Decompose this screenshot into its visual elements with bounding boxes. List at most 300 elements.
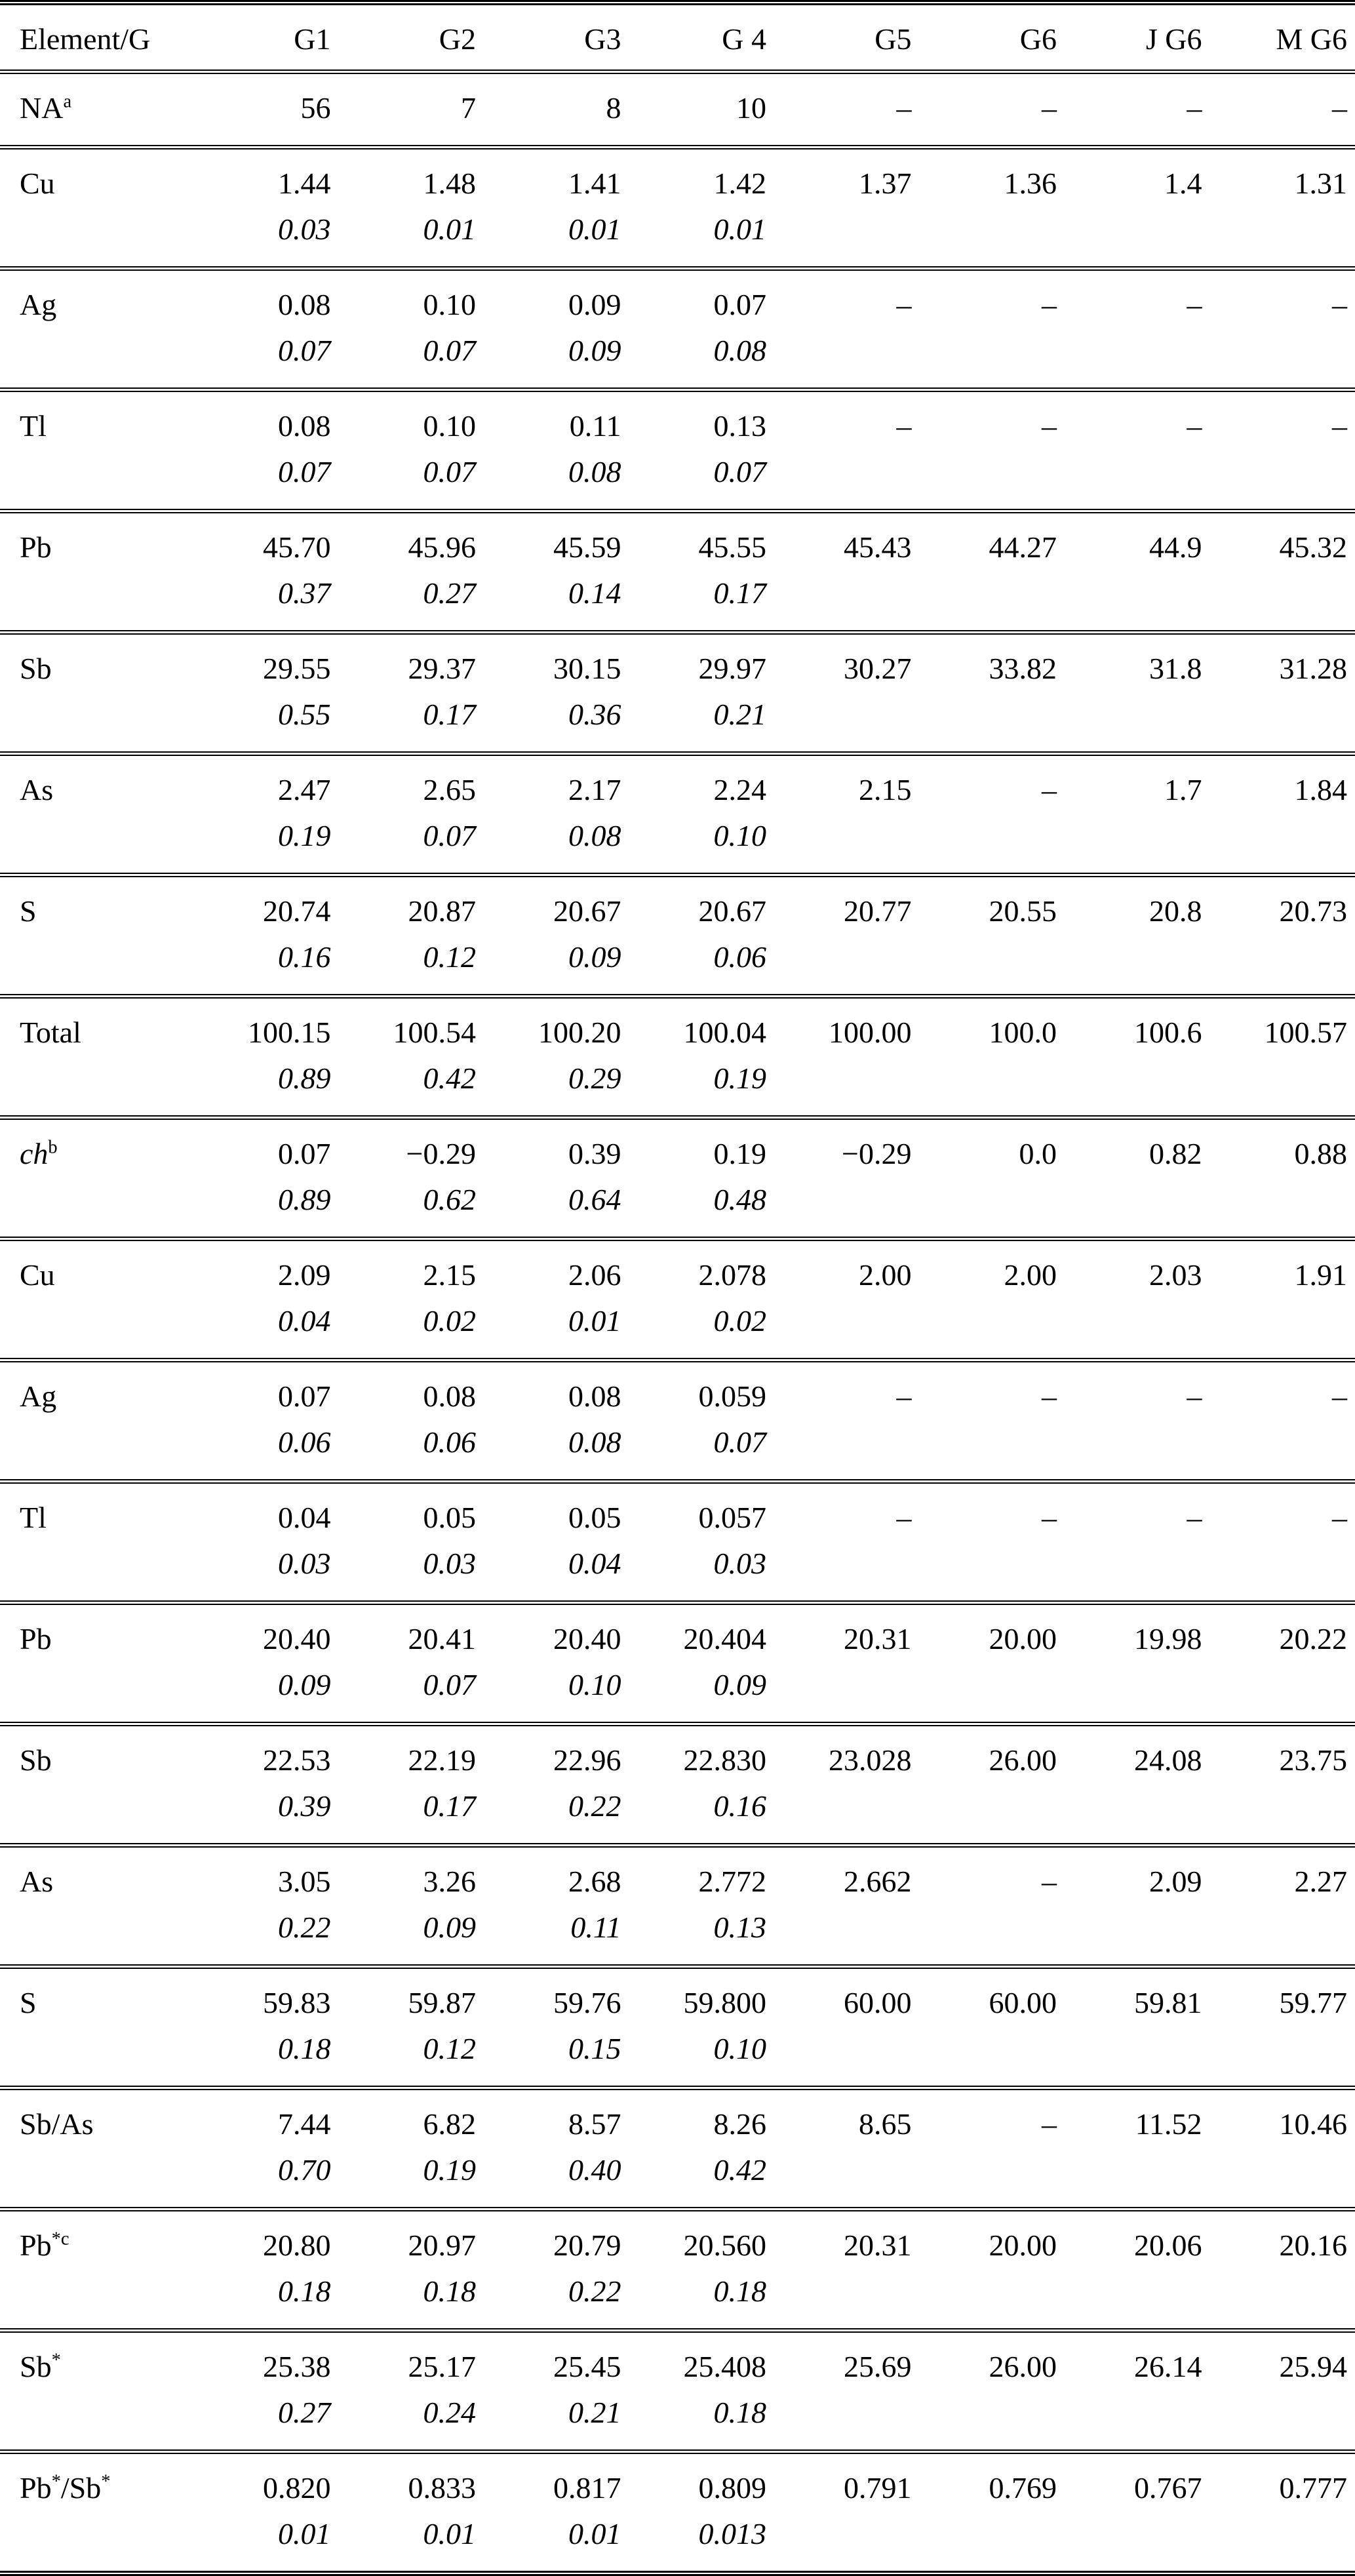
row-label xyxy=(0,2452,193,2574)
row-label xyxy=(0,1603,193,1724)
cell-value: 0.05 xyxy=(484,1501,621,1535)
table-cell xyxy=(193,148,339,269)
table-cell xyxy=(629,1118,775,1239)
cell-value: – xyxy=(920,773,1057,807)
table-row xyxy=(0,1603,1355,1724)
table-cell xyxy=(1210,1360,1355,1482)
cell-std-deviation: 0.07 xyxy=(629,1425,767,1459)
cell-std-deviation: 0.19 xyxy=(339,2153,477,2187)
cell-value: 20.8 xyxy=(1065,894,1202,928)
cell-value: 1.48 xyxy=(339,167,477,201)
cell-value: 10 xyxy=(629,91,767,125)
cell-std-deviation: 0.09 xyxy=(484,940,621,974)
table-cell xyxy=(339,2088,484,2209)
table-cell xyxy=(774,1724,920,1846)
table-cell xyxy=(920,2088,1065,2209)
cell-value: 1.41 xyxy=(484,167,621,201)
cell-value: 25.94 xyxy=(1210,2350,1348,2384)
cell-value: – xyxy=(920,1865,1057,1899)
cell-value: 0.057 xyxy=(629,1501,767,1535)
cell-value: – xyxy=(1210,91,1348,125)
table-cell xyxy=(1065,997,1210,1118)
cell-value: 19.98 xyxy=(1065,1622,1202,1656)
cell-value: 1.42 xyxy=(629,167,767,201)
cell-std-deviation: 0.09 xyxy=(193,1668,331,1702)
table-cell xyxy=(193,1846,339,1967)
cell-value: −0.29 xyxy=(339,1137,477,1171)
cell-std-deviation: 0.55 xyxy=(193,698,331,732)
table-cell xyxy=(1210,1482,1355,1603)
cell-value: 59.81 xyxy=(1065,1986,1202,2020)
row-label xyxy=(0,2088,193,2209)
cell-value: – xyxy=(774,1379,912,1414)
table-cell xyxy=(774,1846,920,1967)
table-row xyxy=(0,1118,1355,1239)
row-label-text: /Sb xyxy=(61,2471,101,2505)
cell-std-deviation: 0.29 xyxy=(484,1061,621,1096)
cell-std-deviation: 0.07 xyxy=(193,455,331,489)
table-cell xyxy=(774,1360,920,1482)
table-cell xyxy=(629,2209,775,2331)
table-cell xyxy=(774,511,920,633)
row-label-text: Sb xyxy=(20,1743,52,1777)
row-label xyxy=(0,1239,193,1360)
cell-value: 2.68 xyxy=(484,1865,621,1899)
table-cell xyxy=(339,633,484,754)
cell-std-deviation: 0.07 xyxy=(339,1668,477,1702)
cell-value: 0.05 xyxy=(339,1501,477,1535)
cell-value: – xyxy=(1210,288,1348,322)
cell-std-deviation: 0.08 xyxy=(629,334,767,368)
cell-value: 0.820 xyxy=(193,2471,331,2505)
row-label xyxy=(0,390,193,511)
cell-value: 0.08 xyxy=(193,409,331,443)
table-cell xyxy=(484,633,629,754)
table-cell xyxy=(193,1724,339,1846)
cell-value: 22.830 xyxy=(629,1743,767,1777)
row-label-text: Ag xyxy=(20,1379,56,1413)
column-header-element-g: Element/G xyxy=(0,3,193,72)
table-cell xyxy=(920,633,1065,754)
cell-std-deviation: 0.08 xyxy=(484,1425,621,1459)
cell-value: – xyxy=(1065,91,1202,125)
row-label-text: S xyxy=(20,1986,37,2019)
table-cell xyxy=(193,633,339,754)
row-label xyxy=(0,1846,193,1967)
cell-std-deviation: 0.18 xyxy=(193,2032,331,2066)
table-cell xyxy=(629,72,775,148)
row-label xyxy=(0,1724,193,1846)
cell-std-deviation: 0.09 xyxy=(484,334,621,368)
cell-value: 2.47 xyxy=(193,773,331,807)
cell-std-deviation: 0.06 xyxy=(629,940,767,974)
cell-std-deviation: 0.21 xyxy=(484,2396,621,2430)
cell-value: 0.39 xyxy=(484,1137,621,1171)
table-cell xyxy=(774,1482,920,1603)
cell-std-deviation: 0.89 xyxy=(193,1183,331,1217)
table-cell xyxy=(920,2331,1065,2452)
cell-std-deviation: 0.17 xyxy=(339,698,477,732)
cell-value: – xyxy=(920,1379,1057,1414)
row-label-text: Pb xyxy=(20,2229,52,2262)
table-cell xyxy=(484,1239,629,1360)
cell-value: 0.767 xyxy=(1065,2471,1202,2505)
table-header xyxy=(0,3,1355,72)
cell-std-deviation: 0.07 xyxy=(629,455,767,489)
cell-std-deviation: 0.02 xyxy=(339,1304,477,1338)
table-cell xyxy=(774,1603,920,1724)
cell-std-deviation: 0.10 xyxy=(484,1668,621,1702)
table-cell xyxy=(1065,1360,1210,1482)
cell-std-deviation: 0.22 xyxy=(484,2274,621,2308)
table-cell xyxy=(339,997,484,1118)
cell-value: 20.74 xyxy=(193,894,331,928)
row-label xyxy=(0,1360,193,1482)
cell-value: 23.028 xyxy=(774,1743,912,1777)
cell-std-deviation: 0.11 xyxy=(484,1911,621,1945)
cell-std-deviation: 0.22 xyxy=(193,1911,331,1945)
row-label-superscript: * xyxy=(101,2472,110,2492)
table-cell xyxy=(629,269,775,390)
table-cell xyxy=(920,1967,1065,2088)
cell-value: 100.57 xyxy=(1210,1016,1348,1050)
cell-value: 1.84 xyxy=(1210,773,1348,807)
table-row xyxy=(0,2452,1355,2574)
cell-value: – xyxy=(1210,1501,1348,1535)
row-label-text: NA xyxy=(20,91,63,125)
cell-value: 20.31 xyxy=(774,2229,912,2263)
table-cell xyxy=(1210,2088,1355,2209)
cell-value: 2.27 xyxy=(1210,1865,1348,1899)
cell-value: 45.59 xyxy=(484,530,621,565)
table-cell xyxy=(1210,269,1355,390)
table-cell xyxy=(920,754,1065,875)
cell-value: 1.91 xyxy=(1210,1258,1348,1292)
table-cell xyxy=(1210,2452,1355,2574)
table-cell xyxy=(920,511,1065,633)
table-cell xyxy=(339,1482,484,1603)
table-cell xyxy=(1210,2209,1355,2331)
cell-value: 20.80 xyxy=(193,2229,331,2263)
cell-value: 20.55 xyxy=(920,894,1057,928)
table-cell xyxy=(1065,2088,1210,2209)
cell-value: 0.07 xyxy=(193,1137,331,1171)
table-cell xyxy=(193,1967,339,2088)
row-label-text: Pb xyxy=(20,530,52,564)
cell-value: 8.65 xyxy=(774,2107,912,2141)
cell-value: 20.41 xyxy=(339,1622,477,1656)
cell-value: 20.67 xyxy=(484,894,621,928)
cell-value: 20.404 xyxy=(629,1622,767,1656)
cell-value: 2.06 xyxy=(484,1258,621,1292)
cell-value: 20.73 xyxy=(1210,894,1348,928)
cell-std-deviation: 0.37 xyxy=(193,576,331,610)
row-label-text: Cu xyxy=(20,167,55,200)
row-label xyxy=(0,72,193,148)
column-header-jg6: J G6 xyxy=(1065,3,1210,72)
table-cell xyxy=(1065,1239,1210,1360)
cell-value: 45.55 xyxy=(629,530,767,565)
cell-value: – xyxy=(1065,1379,1202,1414)
table-cell xyxy=(339,269,484,390)
table-cell xyxy=(484,1118,629,1239)
cell-value: 8 xyxy=(484,91,621,125)
table-cell xyxy=(920,1360,1065,1482)
table-cell xyxy=(629,1846,775,1967)
table-row xyxy=(0,1360,1355,1482)
table-cell xyxy=(484,754,629,875)
table-row xyxy=(0,2331,1355,2452)
table-cell xyxy=(1210,875,1355,997)
table-cell xyxy=(484,1482,629,1603)
table-cell xyxy=(193,2452,339,2574)
cell-value: 100.20 xyxy=(484,1016,621,1050)
header-row xyxy=(0,3,1355,72)
table-cell xyxy=(339,2209,484,2331)
cell-std-deviation: 0.36 xyxy=(484,698,621,732)
row-label xyxy=(0,754,193,875)
cell-value: 0.13 xyxy=(629,409,767,443)
cell-std-deviation: 0.02 xyxy=(629,1304,767,1338)
cell-value: 26.00 xyxy=(920,1743,1057,1777)
table-cell xyxy=(629,148,775,269)
table-body xyxy=(0,72,1355,2574)
cell-value: 56 xyxy=(193,91,331,125)
cell-value: 26.00 xyxy=(920,2350,1057,2384)
cell-value: 2.15 xyxy=(774,773,912,807)
table-cell xyxy=(193,269,339,390)
table-cell xyxy=(484,2209,629,2331)
cell-value: 20.97 xyxy=(339,2229,477,2263)
table-cell xyxy=(920,875,1065,997)
cell-std-deviation: 0.01 xyxy=(629,212,767,247)
table-cell xyxy=(484,72,629,148)
cell-std-deviation: 0.62 xyxy=(339,1183,477,1217)
table-cell xyxy=(774,2452,920,2574)
column-header-g4: G 4 xyxy=(629,3,775,72)
table-cell xyxy=(1210,997,1355,1118)
table-cell xyxy=(484,1360,629,1482)
table-cell xyxy=(339,1360,484,1482)
cell-value: 10.46 xyxy=(1210,2107,1348,2141)
table-cell xyxy=(774,2088,920,2209)
cell-value: 0.777 xyxy=(1210,2471,1348,2505)
row-label-superscript: * xyxy=(52,2472,61,2492)
cell-value: 2.00 xyxy=(774,1258,912,1292)
table-cell xyxy=(920,1603,1065,1724)
table-cell xyxy=(193,1239,339,1360)
table-row xyxy=(0,148,1355,269)
cell-value: 0.0 xyxy=(920,1137,1057,1171)
column-header-g1: G1 xyxy=(193,3,339,72)
cell-value: 2.00 xyxy=(920,1258,1057,1292)
cell-value: 20.87 xyxy=(339,894,477,928)
cell-value: – xyxy=(1210,409,1348,443)
table-cell xyxy=(193,875,339,997)
row-label-text: Sb xyxy=(20,2350,52,2383)
cell-std-deviation: 0.42 xyxy=(629,2153,767,2187)
table-cell xyxy=(920,148,1065,269)
table-cell xyxy=(1210,1239,1355,1360)
cell-std-deviation: 0.16 xyxy=(193,940,331,974)
table-cell xyxy=(193,2209,339,2331)
cell-value: 2.17 xyxy=(484,773,621,807)
cell-value: 2.03 xyxy=(1065,1258,1202,1292)
cell-std-deviation: 0.10 xyxy=(629,2032,767,2066)
cell-value: 0.08 xyxy=(339,1379,477,1414)
cell-value: 100.00 xyxy=(774,1016,912,1050)
cell-value: 60.00 xyxy=(920,1986,1057,2020)
table-row xyxy=(0,633,1355,754)
cell-std-deviation: 0.03 xyxy=(629,1547,767,1581)
row-label xyxy=(0,633,193,754)
table-row xyxy=(0,1846,1355,1967)
cell-value: 0.769 xyxy=(920,2471,1057,2505)
cell-std-deviation: 0.13 xyxy=(629,1911,767,1945)
cell-std-deviation: 0.07 xyxy=(339,334,477,368)
cell-value: 20.00 xyxy=(920,1622,1057,1656)
cell-std-deviation: 0.64 xyxy=(484,1183,621,1217)
table-cell xyxy=(920,72,1065,148)
row-label-text: Ag xyxy=(20,288,56,321)
cell-value: 0.07 xyxy=(193,1379,331,1414)
cell-value: 31.28 xyxy=(1210,652,1348,686)
cell-std-deviation: 0.09 xyxy=(339,1911,477,1945)
table-cell xyxy=(193,390,339,511)
table-cell xyxy=(484,269,629,390)
table-cell xyxy=(1065,148,1210,269)
table-cell xyxy=(920,2452,1065,2574)
table-cell xyxy=(1210,511,1355,633)
cell-value: – xyxy=(774,288,912,322)
cell-std-deviation: 0.16 xyxy=(629,1789,767,1823)
table-row xyxy=(0,390,1355,511)
cell-value: 1.36 xyxy=(920,167,1057,201)
table-cell xyxy=(193,1360,339,1482)
cell-value: – xyxy=(920,409,1057,443)
cell-value: 3.26 xyxy=(339,1865,477,1899)
table-cell xyxy=(920,390,1065,511)
table-cell xyxy=(193,2331,339,2452)
cell-value: 45.96 xyxy=(339,530,477,565)
table-cell xyxy=(774,875,920,997)
table-cell xyxy=(1065,269,1210,390)
table-cell xyxy=(774,2331,920,2452)
cell-value: 2.24 xyxy=(629,773,767,807)
column-header-g3: G3 xyxy=(484,3,629,72)
table-cell xyxy=(339,1239,484,1360)
row-label xyxy=(0,997,193,1118)
cell-std-deviation: 0.14 xyxy=(484,576,621,610)
table-cell xyxy=(629,2452,775,2574)
cell-std-deviation: 0.03 xyxy=(193,1547,331,1581)
cell-std-deviation: 0.07 xyxy=(193,334,331,368)
row-label-superscript: *c xyxy=(52,2229,69,2249)
table-cell xyxy=(629,1482,775,1603)
cell-value: 31.8 xyxy=(1065,652,1202,686)
table-cell xyxy=(1065,875,1210,997)
cell-std-deviation: 0.22 xyxy=(484,1789,621,1823)
table-cell xyxy=(339,875,484,997)
cell-value: 29.55 xyxy=(193,652,331,686)
table-cell xyxy=(774,997,920,1118)
cell-value: 30.15 xyxy=(484,652,621,686)
cell-value: 8.57 xyxy=(484,2107,621,2141)
cell-value: – xyxy=(1065,288,1202,322)
cell-std-deviation: 0.15 xyxy=(484,2032,621,2066)
table-cell xyxy=(774,72,920,148)
table-cell xyxy=(339,1603,484,1724)
cell-std-deviation: 0.24 xyxy=(339,2396,477,2430)
row-label xyxy=(0,2331,193,2452)
cell-std-deviation: 0.89 xyxy=(193,1061,331,1096)
cell-value: −0.29 xyxy=(774,1137,912,1171)
cell-value: 29.97 xyxy=(629,652,767,686)
table-row xyxy=(0,269,1355,390)
table-cell xyxy=(629,1239,775,1360)
table-cell xyxy=(629,511,775,633)
table-cell xyxy=(339,2331,484,2452)
table-cell xyxy=(629,1724,775,1846)
table-cell xyxy=(629,390,775,511)
column-header-g6: G6 xyxy=(920,3,1065,72)
table-cell xyxy=(1210,1846,1355,1967)
cell-value: 20.77 xyxy=(774,894,912,928)
table-cell xyxy=(1210,1967,1355,2088)
cell-value: 0.809 xyxy=(629,2471,767,2505)
cell-value: 7.44 xyxy=(193,2107,331,2141)
cell-std-deviation: 0.07 xyxy=(339,819,477,853)
cell-value: 0.10 xyxy=(339,409,477,443)
cell-value: 100.04 xyxy=(629,1016,767,1050)
cell-std-deviation: 0.01 xyxy=(484,212,621,247)
table-cell xyxy=(774,1118,920,1239)
table-cell xyxy=(339,390,484,511)
cell-value: – xyxy=(920,288,1057,322)
cell-value: 45.32 xyxy=(1210,530,1348,565)
cell-std-deviation: 0.12 xyxy=(339,940,477,974)
row-label-text: Tl xyxy=(20,409,47,443)
row-label xyxy=(0,1118,193,1239)
cell-value: 2.15 xyxy=(339,1258,477,1292)
cell-value: 100.0 xyxy=(920,1016,1057,1050)
cell-value: – xyxy=(774,409,912,443)
cell-std-deviation: 0.48 xyxy=(629,1183,767,1217)
cell-value: – xyxy=(1210,1379,1348,1414)
table-cell xyxy=(1065,511,1210,633)
table-cell xyxy=(629,997,775,1118)
table-cell xyxy=(193,511,339,633)
cell-value: 0.04 xyxy=(193,1501,331,1535)
table-cell xyxy=(484,875,629,997)
table-cell xyxy=(484,997,629,1118)
row-label-text: Pb xyxy=(20,1622,52,1655)
table-cell xyxy=(1065,2452,1210,2574)
table-cell xyxy=(920,1724,1065,1846)
cell-value: 1.31 xyxy=(1210,167,1348,201)
table-row xyxy=(0,72,1355,148)
table-row xyxy=(0,2209,1355,2331)
table-cell xyxy=(193,1118,339,1239)
table-cell xyxy=(193,72,339,148)
cell-value: 2.772 xyxy=(629,1865,767,1899)
table-cell xyxy=(193,997,339,1118)
cell-value: 0.08 xyxy=(484,1379,621,1414)
table-cell xyxy=(484,2088,629,2209)
cell-value: – xyxy=(920,2107,1057,2141)
row-label-text: ch xyxy=(20,1137,48,1170)
cell-std-deviation: 0.03 xyxy=(339,1547,477,1581)
